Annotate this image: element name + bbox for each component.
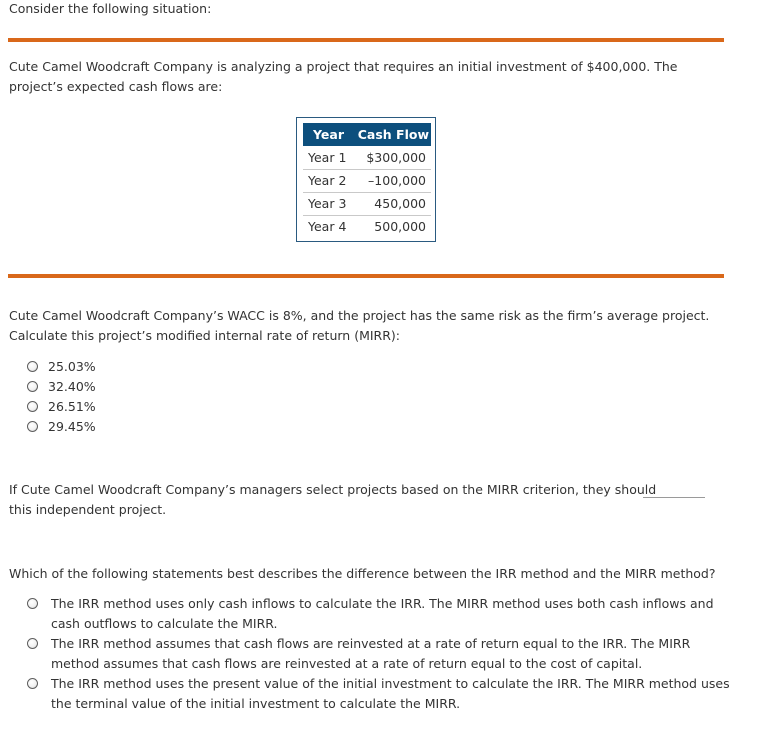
cash-flow-table — [296, 117, 436, 242]
row-year: Year 3 — [308, 196, 347, 211]
radio-button[interactable] — [27, 421, 38, 432]
statement-option-label: The IRR method uses the present value of the initial investment to calculate the IRR. The MIRR method uses the terminal value of the initial investment to calculate the MIRR. — [51, 676, 730, 711]
statement-option[interactable] — [27, 634, 727, 674]
mirr-question-text: Cute Camel Woodcraft Company’s WACC is 8%, and the project has the same risk as the firm’s average project. Calculate this project’s modified internal rate of return (MIRR): — [9, 308, 710, 343]
statement-option[interactable] — [27, 674, 730, 714]
row-year: Year 2 — [308, 173, 347, 188]
cash-flow-table-header — [303, 123, 431, 146]
mirr-option-label: 32.40% — [48, 378, 96, 394]
table-row — [303, 169, 431, 193]
mirr-option-label: 25.03% — [48, 358, 96, 374]
radio-button[interactable] — [27, 678, 38, 689]
irr-vs-mirr-question-text: Which of the following statements best describes the difference between the IRR method and the MIRR method? — [9, 566, 716, 581]
mirr-option[interactable] — [27, 416, 96, 436]
table-row — [303, 192, 431, 216]
row-cash-flow: 500,000 — [374, 219, 426, 234]
decision-dropdown[interactable] — [643, 497, 705, 498]
radio-button[interactable] — [27, 381, 38, 392]
intro-text: Consider the following situation: — [9, 1, 212, 16]
header-year: Year — [313, 127, 344, 142]
row-cash-flow: –100,000 — [368, 173, 426, 188]
radio-button[interactable] — [27, 598, 38, 609]
scenario-text: Cute Camel Woodcraft Company is analyzing a project that requires an initial investment of $400,000. The project’s expected cash flows are: — [9, 59, 678, 94]
table-row — [303, 146, 431, 170]
row-year: Year 4 — [308, 219, 347, 234]
statement-option-label: The IRR method uses only cash inflows to calculate the IRR. The MIRR method uses both cash inflows and cash outflows to calculate the MIRR. — [51, 596, 714, 631]
radio-button[interactable] — [27, 361, 38, 372]
table-row — [303, 215, 431, 238]
statement-option[interactable] — [27, 594, 727, 634]
mirr-option[interactable] — [27, 396, 96, 416]
row-year: Year 1 — [308, 150, 347, 165]
row-cash-flow: $300,000 — [366, 150, 426, 165]
radio-button[interactable] — [27, 401, 38, 412]
statement-option-label: The IRR method assumes that cash flows are reinvested at a rate of return equal to the IRR. The MIRR method assumes that cash flows are reinvested at a rate of return equal to the cost of capital. — [51, 636, 691, 671]
decision-question-part2: this independent project. — [9, 502, 167, 517]
section-divider-top — [8, 38, 724, 42]
mirr-option[interactable] — [27, 376, 96, 396]
section-divider-bottom — [8, 274, 724, 278]
row-cash-flow: 450,000 — [374, 196, 426, 211]
header-cash-flow: Cash Flow — [357, 127, 429, 142]
decision-question-part1: If Cute Camel Woodcraft Company’s managers select projects based on the MIRR criterion, they should — [9, 482, 657, 497]
mirr-option-label: 26.51% — [48, 398, 96, 414]
radio-button[interactable] — [27, 638, 38, 649]
mirr-option-label: 29.45% — [48, 418, 96, 434]
mirr-option[interactable] — [27, 356, 96, 376]
